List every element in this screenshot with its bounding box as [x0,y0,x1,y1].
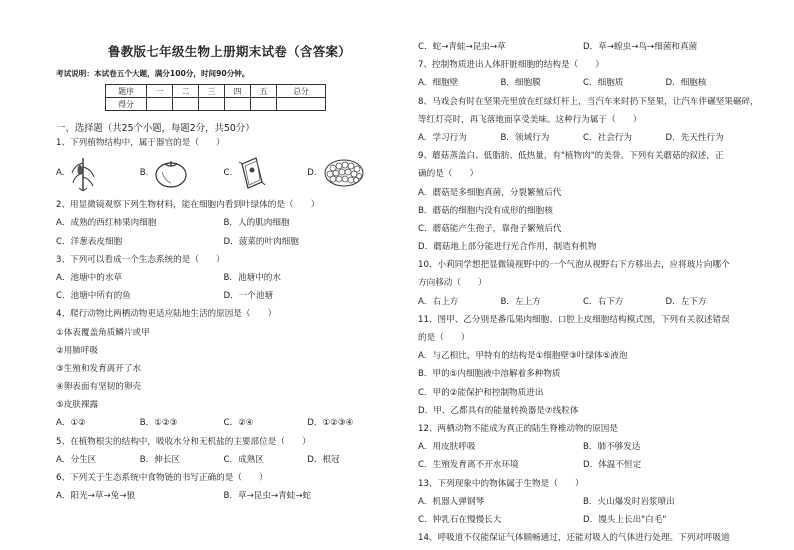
question-12-options [418,438,748,456]
score-table-score-row [106,98,326,111]
option-d[interactable]: D．甲、乙都具有的能量转换器是⑦线粒体 [418,405,579,416]
question-3: 3、下列可以看成一个生态系统的是（ ） [56,254,225,265]
option-b[interactable]: B．火山爆发时岩浆喷出 [583,496,675,507]
option-d[interactable]: D．①②③④ [307,418,354,429]
corn-plant-icon [70,155,96,191]
question-10: 10、小莉同学想把显微镜视野中的一个气泡从视野右下方移出去，应将玻片向哪个 [418,260,730,271]
question-4-options [56,414,391,432]
cell-tissue-icon [323,158,365,188]
score-table-header-row [106,85,326,98]
score-header-cell: 一 [147,85,173,98]
option-d[interactable]: D．体温不恒定 [583,460,642,471]
score-cell[interactable] [277,98,326,111]
left-column [56,38,391,505]
option-a[interactable]: A．成熟的西红柿果肉细胞 [56,218,157,229]
option-b[interactable]: B．细胞膜 [500,78,541,89]
option-b[interactable]: B．池塘中的水 [223,272,281,283]
option-d [307,158,391,188]
question-5: 5、在植物根尖的结构中，吸收水分和无机盐的主要部位是（ ） [56,436,311,447]
question-9-cont: 确的是（ ） [418,169,479,180]
option-d[interactable]: D．左下方 [665,296,707,307]
option-label: D. [307,168,317,179]
question-13-options [418,511,748,529]
option-a[interactable]: A．用皮肤呼吸 [418,442,476,453]
option-b[interactable]: B．草→昆虫→青蛙→蛇 [223,491,312,502]
question-13: 13、下列现象中的物体属于生物是（ ） [418,478,584,489]
question-11: 11、图甲、乙分别是番瓜果肉细胞、口腔上皮细胞结构模式图，下列有关叙述错误 [418,314,730,325]
question-1-image-options [56,154,391,192]
option-d[interactable]: D．细胞核 [665,78,707,89]
question-6-options-continued [418,38,748,56]
question-4: 4、爬行动物比两栖动物更适应陆地生活的原因是（ ） [56,309,277,320]
option-d[interactable]: D．草→蝗虫→鸟→细菌和真菌 [583,42,698,52]
option-c[interactable]: C．钟乳石在慢慢长大 [418,514,502,525]
question-12-options [418,456,748,474]
score-header-cell: 总分 [277,85,326,98]
exam-note: 考试说明：本试卷五个大题，满分100分，时间90分钟。 [56,69,250,78]
question-10-cont: 方向移动（ ） [418,278,487,289]
option-d[interactable]: D．馒头上长出"白毛" [583,514,667,525]
option-c[interactable]: C．蛇→青蛙→昆虫→草 [418,42,506,52]
score-row-label: 得分 [106,98,147,111]
option-c[interactable]: C．生殖发育离不开水环境 [418,460,519,471]
option-c[interactable]: C．洋葱表皮细胞 [56,236,123,247]
option-b[interactable]: B．左上方 [500,296,541,307]
question-6-options [56,487,391,505]
option-c[interactable]: C．甲的②能保护和控制物质进出 [418,387,544,398]
option-c[interactable]: C．成熟区 [223,454,264,465]
option-a[interactable]: A．分生区 [56,454,97,465]
question-2-options [56,233,391,251]
option-a[interactable]: A．右上方 [418,296,459,307]
option-label: C. [223,168,233,179]
option-a [56,155,140,191]
option-c[interactable]: C．右下方 [583,296,624,307]
option-c[interactable]: C．②④ [223,418,254,429]
question-4-item: ⑤皮肤裸露 [56,400,99,411]
score-cell[interactable] [199,98,225,111]
option-d[interactable]: D．一个池塘 [223,291,274,302]
exam-title: 鲁教版七年级生物上册期末试卷（含答案） [107,44,352,59]
score-header-cell: 五 [251,85,277,98]
score-cell[interactable] [173,98,199,111]
leaf-cell-icon [238,156,266,190]
question-4-item: ②用肺呼吸 [56,345,99,356]
question-4-item: ③生殖和发育离开了水 [56,363,142,374]
question-11-cont: 的是（ ） [418,333,470,343]
score-cell[interactable] [251,98,277,111]
option-c [224,156,308,190]
question-7: 7、控制物质进出人体肝脏细胞的结构是（ ） [418,60,604,71]
score-cell[interactable] [147,98,173,111]
score-cell[interactable] [225,98,251,111]
question-6: 6、下列关于生态系统中食物链的书写正确的是（ ） [56,473,268,483]
question-13-options [418,493,748,511]
question-8-options [418,129,748,147]
section-heading: 一、选择题（共25个小题，每题2分，共50分） [56,123,255,134]
option-d[interactable]: D．根冠 [307,454,340,465]
option-c[interactable]: C．池塘中所有的鱼 [56,291,131,302]
score-header-cell: 四 [225,85,251,98]
option-a[interactable]: A．细胞壁 [418,78,459,89]
option-d[interactable]: D．先天性行为 [665,132,724,143]
option-a[interactable]: A．①② [56,418,86,429]
option-b[interactable]: B．肺不够发达 [583,442,641,453]
question-4-item: ①体表覆盖角质鳞片或甲 [56,327,150,338]
tomato-icon [154,157,188,189]
option-b[interactable]: B．蘑菇的细胞内没有成形的细胞核 [418,205,553,216]
option-b[interactable]: B．伸长区 [139,454,181,465]
option-a[interactable]: A．机器人弹钢琴 [418,496,485,507]
right-column [418,38,759,547]
question-10-options [418,293,748,311]
question-4-item: ④卵表面有坚韧的卵壳 [56,382,142,393]
option-c[interactable]: C．社会行为 [583,132,632,143]
question-8: 8、马戏会有时在坚果壳里放在红绿灯杆上，当汽车来时扔下坚果，让汽车伴碾坚果碾碎， [418,96,759,107]
question-3-options [56,287,391,305]
question-7-options [418,74,748,92]
option-d[interactable]: D．菠菜的叶肉细胞 [223,236,299,247]
option-a[interactable]: A．池塘中的水草 [56,272,123,283]
option-a[interactable]: A．与乙相比，甲特有的结构是①细胞壁③叶绿体⑤液泡 [418,351,628,362]
question-12: 12、两栖动物不能成为真正的陆生脊椎动物的原因是 [418,423,618,434]
score-header-cell: 题序 [106,85,147,98]
question-5-options [56,451,391,469]
option-c[interactable]: C．细胞质 [583,78,624,89]
option-a[interactable]: A．学习行为 [418,132,467,143]
option-b [140,157,224,189]
option-b[interactable]: B．领域行为 [500,132,550,143]
option-b[interactable]: B．①②③ [139,418,178,429]
option-label: A. [56,168,65,179]
score-header-cell: 二 [173,85,199,98]
question-3-options [56,269,391,287]
option-label: B. [139,168,149,179]
option-b[interactable]: B．人的肌肉细胞 [223,218,290,229]
option-a[interactable]: A．阳光→草→兔→狼 [56,491,136,502]
question-8-cont: 等红灯亮时，再飞落地面享受美味。这种行为属于（ ） [418,114,642,125]
option-b[interactable]: B．甲的⑤内细胞液中溶解着多种物质 [418,369,561,380]
question-2-options [56,214,391,232]
option-c[interactable]: C．蘑菇能产生孢子，靠孢子繁殖后代 [418,223,562,234]
score-table [105,84,326,111]
question-9: 9、蘑菇蒸盖白、低脂肪、低热量，有"植物肉"的美誉。下列有关蘑菇的叙述，正 [418,151,724,162]
score-header-cell: 三 [199,85,225,98]
question-14: 14、呼吸道不仅能保证气体顺畅通过，还能对吸入的气体进行处理。下列对呼吸道 [418,533,730,544]
option-a[interactable]: A．蘑菇是多细胞真菌，分裂繁殖后代 [418,187,562,198]
question-2: 2、用显微镜观察下列生物材料，能在细胞内看到叶绿体的是（ ） [56,200,320,211]
question-1: 1、下列植物结构中，属于器官的是（ ） [56,138,225,148]
option-d[interactable]: D．蘑菇地上部分能进行光合作用，制造有机物 [418,242,597,253]
